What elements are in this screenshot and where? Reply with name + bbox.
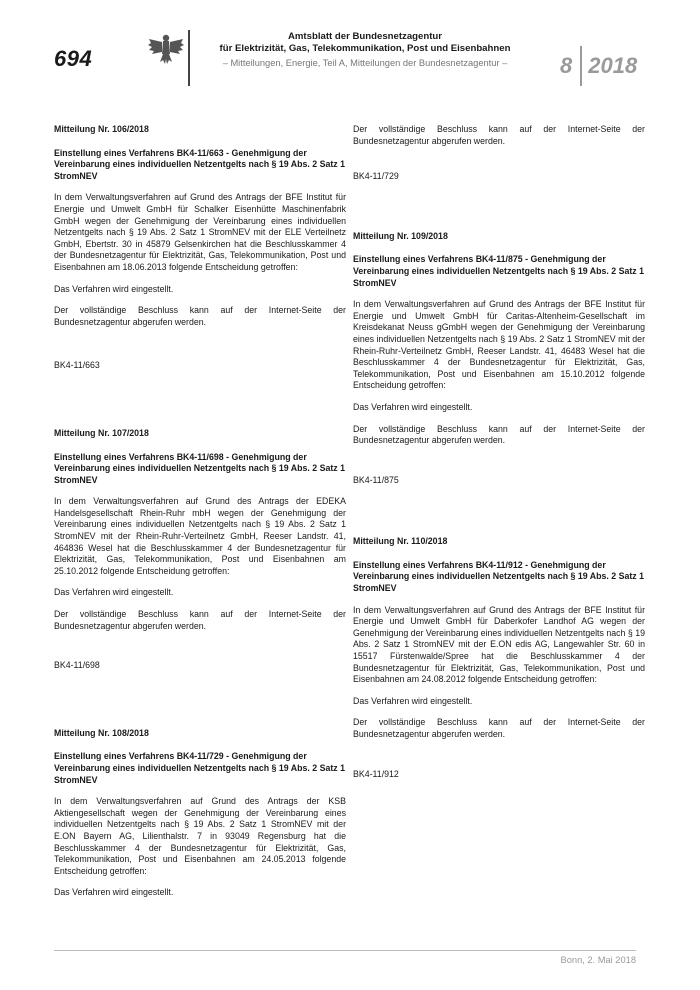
notice-paragraph: In dem Verwaltungsverfahren auf Grund des Antrags der KSB Aktiengesellschaft wegen der Genehmigung der Vereinbarung eines individuellen Netzentgelts nach § 19 Abs. 2 Satz 1 StromNEV mit der E.ON Bayern AG, Lilienthalstr. 7 in 93049 Regensburg hat die Beschlusskammer 4 der Bundesnetzagentur für Elektrizität, Gas, Telekommunikation, Post und Eisenbahnen am 24.05.2013 folgende Entscheidung getroffen:: [54, 796, 346, 876]
issue-divider: [580, 46, 582, 86]
notice-108: [54, 728, 346, 899]
header-divider: [188, 30, 190, 86]
notice-number: Mitteilung Nr. 109/2018: [353, 230, 448, 241]
footer-divider: [54, 950, 636, 951]
notice-paragraph: Das Verfahren wird eingestellt.: [54, 887, 174, 898]
notice-paragraph: Der vollständige Beschluss kann auf der Internet-Seite der Bundesnetzagentur abgerufen werden.: [353, 124, 645, 146]
notice-heading: Einstellung eines Verfahrens BK4-11/912 - Genehmigung der Vereinbarung eines individuellen Netzentgelts nach § 19 Abs. 2 Satz 1 StromNEV: [353, 559, 645, 594]
notice-110: [353, 536, 645, 780]
notice-paragraph: Das Verfahren wird eingestellt.: [353, 401, 473, 412]
notice-paragraph: Der vollständige Beschluss kann auf der Internet-Seite der Bundesnetzagentur abgerufen werden.: [353, 717, 645, 739]
footer-date: Bonn, 2. Mai 2018: [560, 955, 636, 965]
notice-heading: Einstellung eines Verfahrens BK4-11/875 - Genehmigung der Vereinbarung eines individuellen Netzentgelts nach § 19 Abs. 2 Satz 1 StromNEV: [353, 254, 645, 288]
federal-eagle-icon: [146, 30, 186, 70]
notice-paragraph: Der vollständige Beschluss kann auf der Internet-Seite der Bundesnetzagentur abgerufen werden.: [54, 305, 346, 327]
notice-paragraph: Das Verfahren wird eingestellt.: [54, 283, 174, 294]
notice-reference: BK4-11/663: [54, 360, 100, 371]
notice-paragraph: Der vollständige Beschluss kann auf der Internet-Seite der Bundesnetzagentur abgerufen werden.: [54, 609, 346, 631]
notice-number: Mitteilung Nr. 107/2018: [54, 427, 149, 438]
notice-paragraph: In dem Verwaltungsverfahren auf Grund des Antrags der BFE Institut für Energie und Umwelt GmbH für Schalker Eisenhütte Maschinenfabrik GmbH wegen der Genehmigung der Vereinbarung eines individuellen Netzentgelts nach § 19 Abs. 2 Satz 1 StromNEV mit der ELE Verteilnetz GmbH, Ebertstr. 30 in 45879 Gelsenkirchen hat die Beschlusskammer 4 der Bundesnetzagentur für Elektrizität, Gas, Telekommunikation, Post und Eisenbahnen am 18.06.2013 folgende Entscheidung getroffen:: [54, 192, 346, 272]
notice-reference: BK4-11/875: [353, 474, 399, 485]
notice-paragraph: In dem Verwaltungsverfahren auf Grund des Antrags der EDEKA Handelsgesellschaft Rhein-Ruhr mbH wegen der Genehmigung der Vereinbarung eines individuellen Netzentgelts nach § 19 Abs. 2 Satz 1 StromNEV mit der Rhein-Ruhr-Verteilnetz GmbH, Reeser Landstr. 41, 464836 Wesel hat die Beschlusskammer 4 der Bundesnetzagentur für Elektrizität, Gas, Telekommunikation, Post und Eisenbahnen am 25.10.2012 folgende Entscheidung getroffen:: [54, 496, 346, 576]
issue-number: 8: [560, 53, 573, 78]
notice-heading: Einstellung eines Verfahrens BK4-11/663 - Genehmigung der Vereinbarung eines individuellen Netzentgelts nach § 19 Abs. 2 Satz 1 StromNEV: [54, 147, 346, 181]
notice-paragraph: Das Verfahren wird eingestellt.: [54, 587, 174, 598]
notice-108-continuation: [353, 124, 645, 183]
notice-reference: BK4-11/698: [54, 660, 100, 671]
publication-title-line2: für Elektrizität, Gas, Telekommunikation, Post und Eisenbahnen: [219, 43, 511, 54]
left-column: [54, 124, 346, 909]
notice-reference: BK4-11/729: [353, 171, 399, 182]
notice-paragraph: In dem Verwaltungsverfahren auf Grund des Antrags der BFE Institut für Energie und Umwelt GmbH für Daberkofer Landhof AG wegen der Genehmigung der Vereinbarung eines individuellen Netzentgelts nach § 19 Abs. 2 Satz 1 StromNEV mit der E.ON edis AG, Langewahler Str. 60 in 15517 Fürstenwalde/Spree hat die Beschlusskammer 4 der Bundesnetzagentur für Elektrizität, Gas, Telekommunikation, Post und Eisenbahnen am 24.08.2012 folgende Entscheidung getroffen:: [353, 604, 645, 685]
publication-title: [200, 31, 530, 55]
notice-reference: BK4-11/912: [353, 768, 399, 779]
notice-heading: Einstellung eines Verfahrens BK4-11/729 - Genehmigung der Vereinbarung eines individuellen Netzentgelts nach § 19 Abs. 2 Satz 1 StromNEV: [54, 751, 346, 785]
notice-106: [54, 124, 346, 372]
issue-year: 2018: [588, 53, 638, 78]
notice-paragraph: Das Verfahren wird eingestellt.: [353, 695, 473, 706]
publication-subtitle: – Mitteilungen, Energie, Teil A, Mitteilungen der Bundesnetzagentur –: [222, 58, 508, 68]
notice-number: Mitteilung Nr. 110/2018: [353, 536, 448, 547]
notice-number: Mitteilung Nr. 108/2018: [54, 727, 149, 738]
publication-title-line1: Amtsblatt der Bundesnetzagentur: [287, 31, 443, 42]
notice-paragraph: Der vollständige Beschluss kann auf der Internet-Seite der Bundesnetzagentur abgerufen werden.: [353, 423, 645, 446]
issue-label: [560, 46, 637, 86]
notice-107: [54, 428, 346, 672]
page-number: 694: [54, 46, 93, 71]
notice-heading: Einstellung eines Verfahrens BK4-11/698 - Genehmigung der Vereinbarung eines individuellen Netzentgelts nach § 19 Abs. 2 Satz 1 StromNEV: [54, 451, 346, 485]
notice-109: [353, 231, 645, 487]
notice-paragraph: In dem Verwaltungsverfahren auf Grund des Antrags der BFE Institut für Energie und Umwelt GmbH für Caritas-Altenheim-Gesellschaft im Kreisdekanat Neuss gGmbH wegen der Genehmigung der Vereinbarung eines individuellen Netzentgelts nach § 19 Abs. 2 Satz 1 StromNEV mit der Rhein-Ruhr-Verteilnetz GmbH, Reeser Landstr. 41, 46483 Wesel hat die Beschlusskammer 4 der Bundesnetzagentur für Elektrizität, Gas, Telekommunikation, Post und Eisenbahnen am 15.10.2012 folgende Entscheidung getroffen:: [353, 299, 645, 391]
notice-number: Mitteilung Nr. 106/2018: [54, 124, 149, 134]
right-column: [353, 124, 645, 790]
